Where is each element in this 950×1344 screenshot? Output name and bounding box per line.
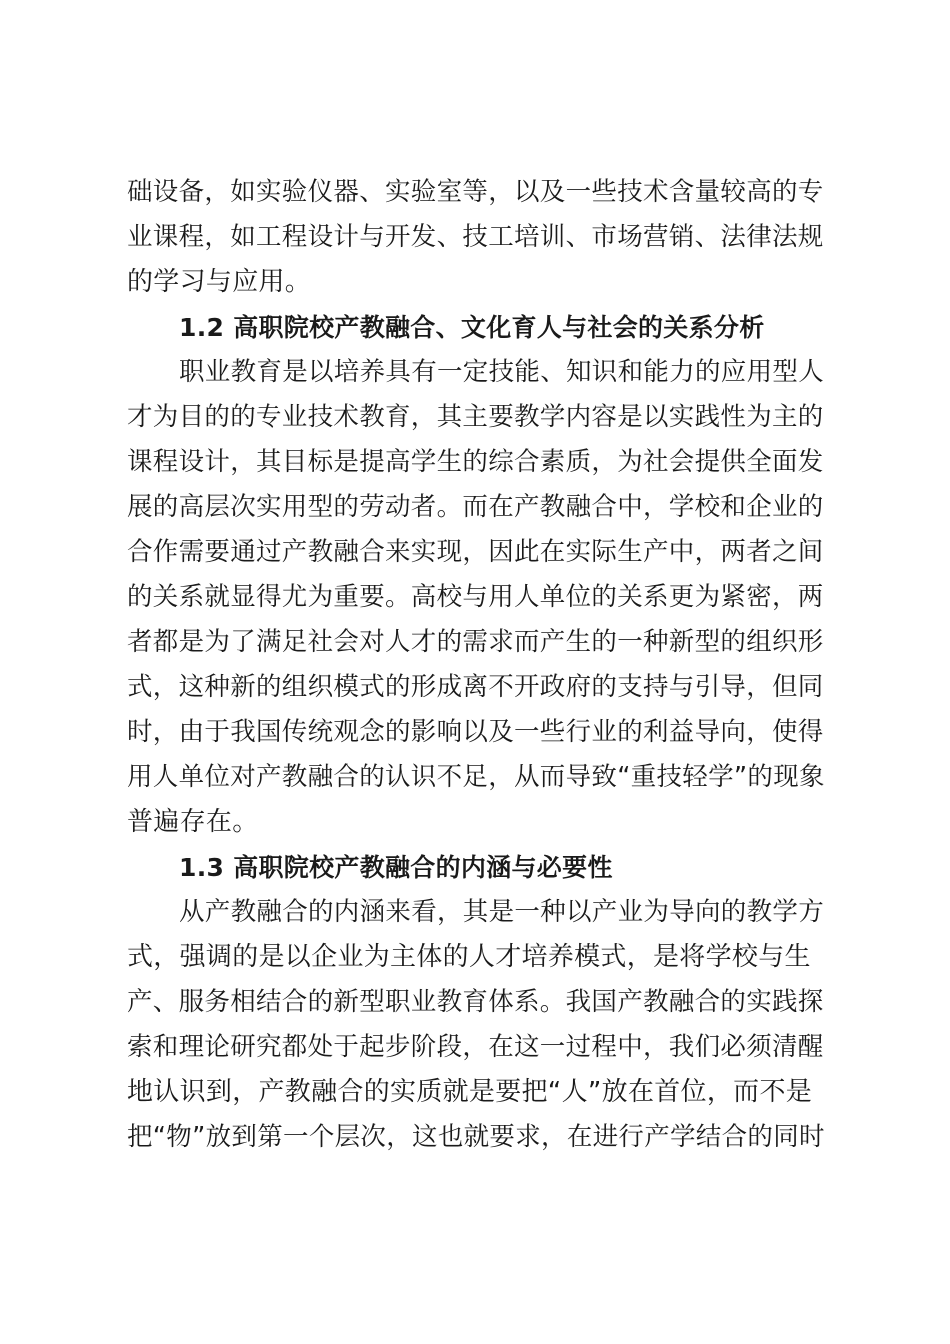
text-line: 索和理论研究都处于起步阶段，在这一过程中，我们必须清醒	[127, 1032, 824, 1062]
text-line: 地认识到，产教融合的实质就是要把“人”放在首位，而不是	[127, 1077, 813, 1107]
text-line: 把“物”放到第一个层次，这也就要求，在进行产学结合的同时	[127, 1122, 825, 1152]
text-line: 式，强调的是以企业为主体的人才培养模式，是将学校与生	[127, 942, 811, 972]
text-line: 者都是为了满足社会对人才的需求而产生的一种新型的组织形	[127, 627, 824, 657]
text-line: 职业教育是以培养具有一定技能、知识和能力的应用型人	[179, 357, 825, 387]
text-line: 产、服务相结合的新型职业教育体系。我国产教融合的实践探	[127, 987, 824, 1017]
text-line: 的关系就显得尤为重要。高校与用人单位的关系更为紧密，两	[127, 582, 824, 612]
text-line: 合作需要通过产教融合来实现，因此在实际生产中，两者之间	[127, 537, 824, 567]
text-line: 础设备，如实验仪器、实验室等，以及一些技术含量较高的专	[127, 177, 824, 207]
text-line: 的学习与应用。	[127, 267, 312, 297]
text-line: 从产教融合的内涵来看，其是一种以产业为导向的教学方	[179, 897, 825, 927]
section-body-1-3	[127, 890, 827, 1160]
text-line: 时，由于我国传统观念的影响以及一些行业的利益导向，使得	[127, 717, 824, 747]
document-page	[127, 170, 827, 1160]
section-heading-1-2: 1.2 高职院校产教融合、文化育人与社会的关系分析	[179, 313, 765, 342]
paragraph-continuation	[127, 170, 827, 305]
text-line: 课程设计，其目标是提高学生的综合素质，为社会提供全面发	[127, 447, 824, 477]
text-line: 用人单位对产教融合的认识不足，从而导致“重技轻学”的现象	[127, 762, 825, 792]
text-line: 展的高层次实用型的劳动者。而在产教融合中，学校和企业的	[127, 492, 824, 522]
text-line: 普遍存在。	[127, 807, 259, 837]
section-body-1-2	[127, 350, 827, 845]
text-line: 式，这种新的组织模式的形成离不开政府的支持与引导，但同	[127, 672, 824, 702]
section-heading-1-3: 1.3 高职院校产教融合的内涵与必要性	[179, 853, 613, 882]
text-line: 业课程，如工程设计与开发、技工培训、市场营销、法律法规	[127, 222, 824, 252]
text-line: 才为目的的专业技术教育，其主要教学内容是以实践性为主的	[127, 402, 824, 432]
